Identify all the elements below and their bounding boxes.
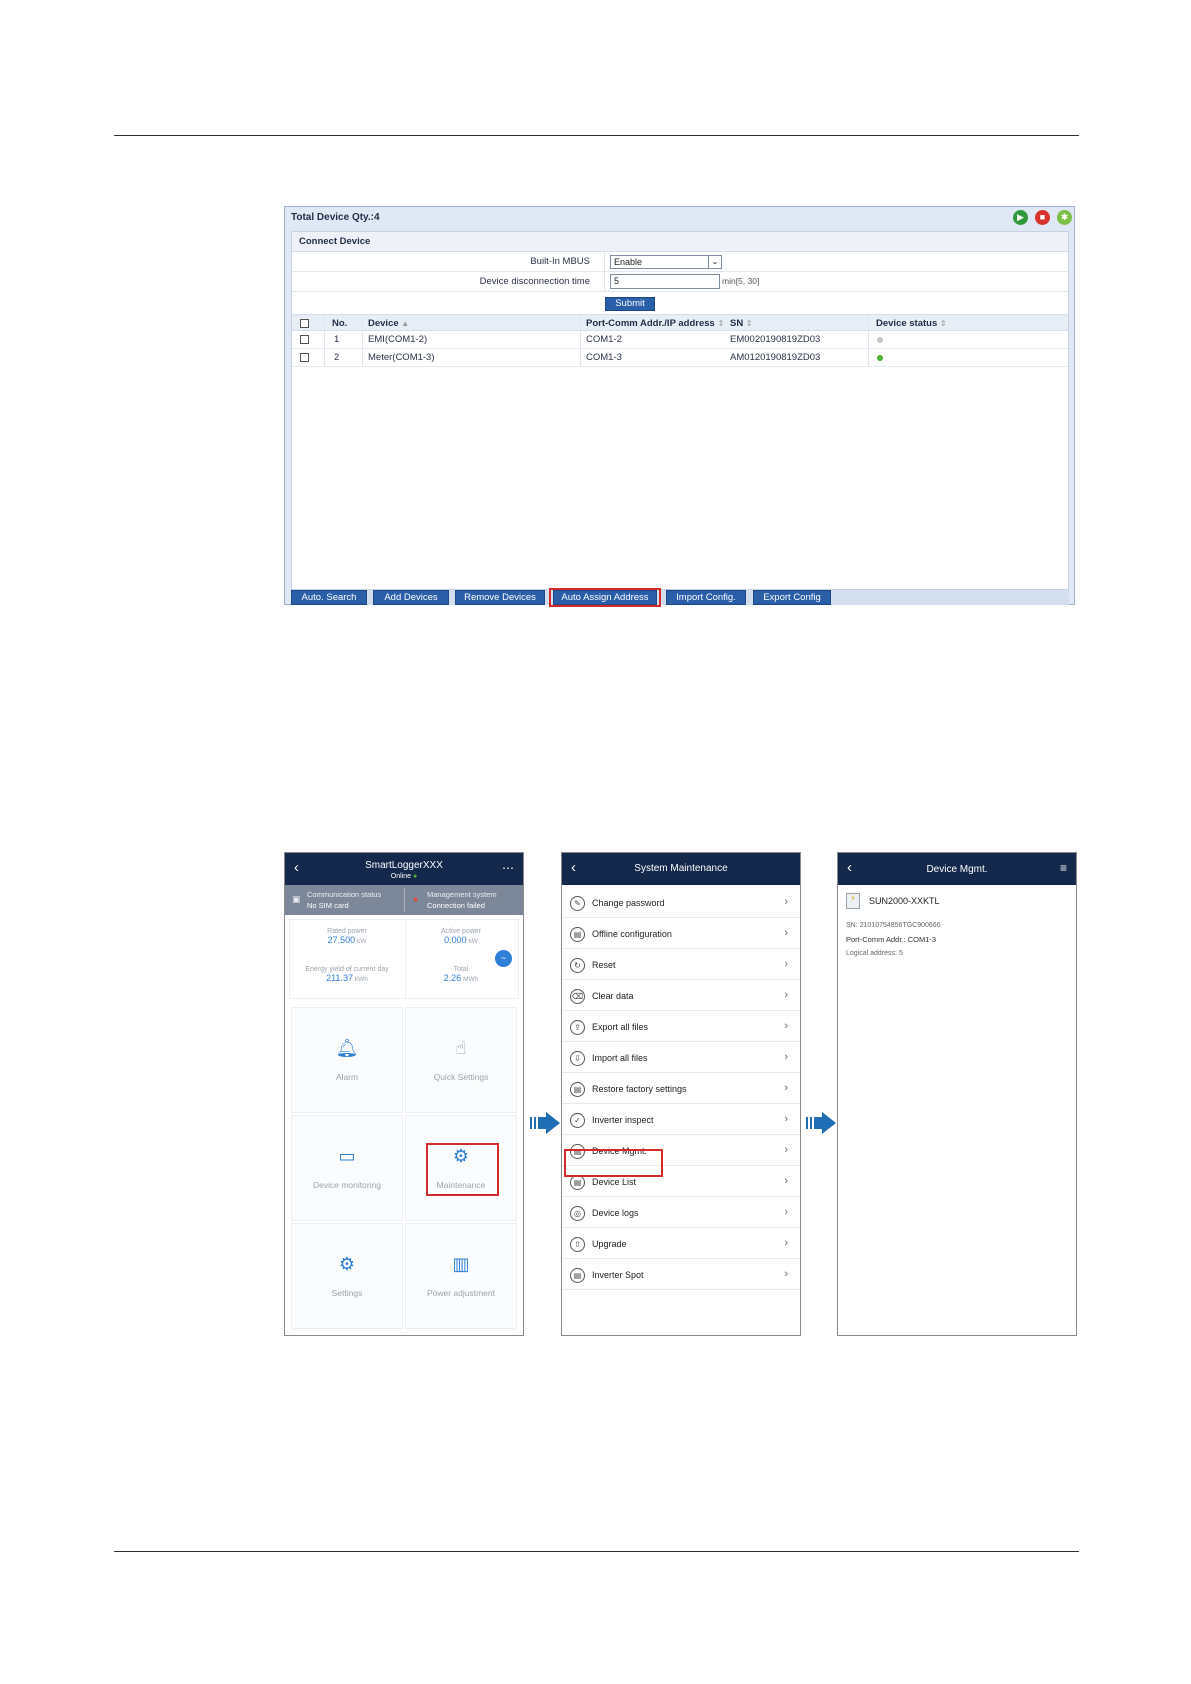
device-icon: ▤ xyxy=(570,1144,585,1159)
bell-icon: 🔔︎ xyxy=(335,1038,359,1058)
device-card[interactable] xyxy=(838,893,1076,973)
highlight-box xyxy=(549,588,661,607)
auto-search-button[interactable]: Auto. Search xyxy=(291,590,367,605)
sliders-icon: ▥ xyxy=(452,1254,470,1274)
active-power-value: 0.000 xyxy=(444,935,467,945)
tile-maintenance-label: Maintenance xyxy=(436,1180,486,1190)
export-icon: ⇪ xyxy=(570,1020,585,1035)
tile-alarm-label: Alarm xyxy=(335,1072,359,1082)
comm-status xyxy=(307,889,381,911)
start-icon[interactable]: ▶ xyxy=(1013,210,1028,225)
tile-settings[interactable] xyxy=(291,1223,403,1329)
menu-item-label: Change password xyxy=(592,898,665,908)
disconnect-label: Device disconnection time xyxy=(479,276,590,287)
total-value: 2.26 xyxy=(443,973,462,983)
energy-value: 211.37 xyxy=(326,973,353,983)
restore-icon: ▤ xyxy=(570,1082,585,1097)
highlight-box xyxy=(426,1143,499,1196)
menu-item[interactable] xyxy=(562,980,800,1011)
sn-value: 21010754856TGC900666 xyxy=(859,922,941,929)
col-status[interactable] xyxy=(876,318,947,329)
add-devices-button[interactable]: Add Devices xyxy=(373,590,449,605)
col-sn-label: SN xyxy=(730,318,744,329)
menu-item-label: Reset xyxy=(592,960,616,970)
system-maintenance-screen xyxy=(561,852,801,1336)
col-status-label: Device status xyxy=(876,318,938,329)
active-power-unit: kW xyxy=(468,938,478,945)
tile-quick-settings-label: Quick Settings xyxy=(433,1072,489,1082)
menu-item-label: Inverter inspect xyxy=(592,1115,654,1125)
tile-settings-label: Settings xyxy=(331,1288,363,1298)
remove-devices-button[interactable]: Remove Devices xyxy=(455,590,545,605)
mbus-label: Built-In MBUS xyxy=(530,256,590,267)
tile-power-adjustment-label: Power adjustment xyxy=(426,1288,496,1298)
row-sn: AM0120190819ZD03 xyxy=(730,352,821,363)
rated-power-label: Rated power xyxy=(327,928,367,935)
sort-icon: ⇕ xyxy=(939,319,947,328)
online-status xyxy=(285,873,523,880)
menu-item-label: Offline configuration xyxy=(592,929,672,939)
monitor-icon: ▭ xyxy=(338,1146,356,1166)
status-band xyxy=(285,885,523,915)
tile-quick-settings[interactable] xyxy=(405,1007,517,1113)
menu-item[interactable] xyxy=(562,1011,800,1042)
arrow-right-icon xyxy=(530,1112,560,1134)
alert-icon: ● xyxy=(413,894,419,904)
rated-power-unit: kW xyxy=(357,938,367,945)
menu-item[interactable] xyxy=(562,1104,800,1135)
port-value: COM1-3 xyxy=(907,935,937,944)
disconnect-time-input[interactable]: 5 xyxy=(610,274,720,289)
header-rule xyxy=(114,135,1079,136)
menu-item-label: Upgrade xyxy=(592,1239,627,1249)
row-no: 1 xyxy=(334,334,340,345)
chevron-right-icon: › xyxy=(784,1082,788,1094)
divider xyxy=(404,888,405,912)
auto-assign-address-button[interactable]: Auto Assign Address xyxy=(553,590,657,605)
list-icon: ▤ xyxy=(570,1175,585,1190)
import-config-button[interactable]: Import Config. xyxy=(666,590,746,605)
footer-rule xyxy=(114,1551,1079,1552)
menu-item[interactable] xyxy=(562,1073,800,1104)
rated-power-value: 27.500 xyxy=(327,935,356,945)
hand-pointer-icon: ☝︎ xyxy=(455,1038,467,1058)
app-header xyxy=(285,853,523,885)
row-device: EMI(COM1-2) xyxy=(368,334,428,345)
total-label: Total xyxy=(453,966,469,973)
tile-device-monitoring[interactable] xyxy=(291,1115,403,1221)
menu-item[interactable] xyxy=(562,949,800,980)
divider xyxy=(604,252,605,272)
chevron-right-icon: › xyxy=(784,1268,788,1280)
chevron-right-icon: › xyxy=(784,1206,788,1218)
kpi-panel xyxy=(289,919,519,999)
device-details xyxy=(846,919,941,961)
row-checkbox[interactable] xyxy=(300,335,309,344)
menu-item[interactable] xyxy=(562,1228,800,1259)
comm-status-label: Communication status xyxy=(307,890,382,899)
col-port[interactable] xyxy=(586,318,724,329)
upgrade-icon: ⇧ xyxy=(570,1237,585,1252)
menu-item-label: Import all files xyxy=(592,1053,648,1063)
panel-body xyxy=(291,231,1069,590)
chevron-right-icon: › xyxy=(784,958,788,970)
back-arrow-icon[interactable]: ‹ xyxy=(847,859,852,876)
sim-icon: ▣ xyxy=(292,894,301,904)
reset-icon: ↻ xyxy=(570,958,585,973)
row-device: Meter(COM1-3) xyxy=(368,352,435,363)
disconnect-hint: min[5, 30] xyxy=(722,276,760,286)
active-power-label: Active power xyxy=(440,928,482,935)
chevron-right-icon: › xyxy=(784,1020,788,1032)
menu-item-label: Device Mgmt. xyxy=(592,1146,648,1156)
row-port: COM1-2 xyxy=(586,334,622,345)
settings-icon[interactable]: ✱ xyxy=(1057,210,1072,225)
log-icon: ◎ xyxy=(570,1206,585,1221)
highlight-box xyxy=(564,1149,663,1177)
menu-item-label: Inverter Spot xyxy=(592,1270,644,1280)
menu-item[interactable] xyxy=(562,1259,800,1290)
bottom-toolbar xyxy=(291,590,1069,605)
menu-icon[interactable]: ≡ xyxy=(1059,861,1067,875)
total-yield xyxy=(406,966,516,983)
maintenance-title: System Maintenance xyxy=(634,863,728,874)
row-sn: EM0020190819ZD03 xyxy=(730,334,821,345)
menu-item-label: Device List xyxy=(592,1177,637,1187)
sort-asc-icon: ▲ xyxy=(401,319,410,328)
energy-yield xyxy=(292,966,402,983)
comm-status-value: No SIM card xyxy=(307,901,349,910)
online-label: Online xyxy=(390,873,412,880)
mgmt-label: Management system xyxy=(427,890,497,899)
chart-icon[interactable]: ~ xyxy=(495,950,512,967)
mgmt-status xyxy=(427,889,497,911)
mbus-select-value: Enable xyxy=(614,257,643,267)
row-no: 2 xyxy=(334,352,340,363)
app-title: SmartLoggerXXX xyxy=(365,860,443,871)
menu-item[interactable] xyxy=(562,1042,800,1073)
spot-icon: ▤ xyxy=(570,1268,585,1283)
device-mgmt-title: Device Mgmt. xyxy=(926,864,988,875)
status-dot xyxy=(877,337,883,343)
online-dot-icon: ● xyxy=(412,873,418,880)
tile-device-monitoring-label: Device monitoring xyxy=(312,1180,382,1190)
chevron-right-icon: › xyxy=(784,1237,788,1249)
row-port: COM1-3 xyxy=(586,352,622,363)
document-icon: ▤ xyxy=(570,927,585,942)
stop-icon[interactable]: ■ xyxy=(1035,210,1050,225)
status-dot xyxy=(877,355,883,361)
chevron-right-icon: › xyxy=(784,1051,788,1063)
import-icon: ⇩ xyxy=(570,1051,585,1066)
device-mgmt-screen xyxy=(837,852,1077,1336)
sn-label: SN: xyxy=(846,922,858,929)
table-header xyxy=(292,314,1068,331)
total-device-qty: Total Device Qty.:4 xyxy=(291,212,380,223)
more-icon[interactable]: ⋯ xyxy=(502,861,514,875)
chevron-right-icon: › xyxy=(784,1113,788,1125)
section-title: Connect Device xyxy=(292,232,1068,252)
tile-alarm[interactable] xyxy=(291,1007,403,1113)
menu-item-label: Clear data xyxy=(592,991,634,1001)
inverter-icon: ⚡ xyxy=(846,893,860,909)
col-sn[interactable] xyxy=(730,318,753,329)
device-connect-panel xyxy=(284,206,1075,605)
device-mgmt-header xyxy=(838,853,1076,885)
logical-value: 5 xyxy=(898,950,903,957)
port-label: Port-Comm Addr.: xyxy=(846,935,906,944)
app-home-screen xyxy=(284,852,524,1336)
table-row[interactable] xyxy=(292,349,1068,367)
export-config-button[interactable]: Export Config xyxy=(753,590,831,605)
menu-item[interactable] xyxy=(562,1197,800,1228)
inspect-icon: ✓ xyxy=(570,1113,585,1128)
chevron-down-icon: ⌄ xyxy=(708,256,721,268)
back-arrow-icon[interactable]: ‹ xyxy=(294,859,299,876)
total-unit: MWh xyxy=(463,976,479,983)
mgmt-value: Connection failed xyxy=(427,901,485,910)
menu-item-label: Restore factory settings xyxy=(592,1084,687,1094)
wrench-icon: ⚙︎ xyxy=(452,1146,470,1166)
rated-power xyxy=(292,928,402,945)
submit-button[interactable]: Submit xyxy=(605,297,655,311)
col-port-label: Port-Comm Addr./IP address xyxy=(586,318,715,329)
select-all-checkbox[interactable] xyxy=(300,319,309,328)
menu-item[interactable] xyxy=(562,918,800,949)
back-arrow-icon[interactable]: ‹ xyxy=(571,859,576,876)
arrow-right-icon xyxy=(806,1112,836,1134)
menu-item-label: Device logs xyxy=(592,1208,639,1218)
sort-icon: ⇕ xyxy=(717,319,725,328)
tile-power-adjustment[interactable] xyxy=(405,1223,517,1329)
col-no: No. xyxy=(332,318,348,329)
col-device[interactable] xyxy=(368,318,409,329)
menu-item-label: Export all files xyxy=(592,1022,649,1032)
energy-label: Energy yield of current day xyxy=(305,966,389,973)
maintenance-header xyxy=(562,853,800,885)
menu-item[interactable] xyxy=(562,887,800,918)
mbus-select[interactable] xyxy=(610,255,722,269)
chevron-right-icon: › xyxy=(784,896,788,908)
col-device-label: Device xyxy=(368,318,399,329)
disconnect-row xyxy=(292,272,1068,292)
gear-icon: ⚙︎ xyxy=(338,1254,356,1274)
energy-unit: kWh xyxy=(354,976,368,983)
key-icon: ✎ xyxy=(570,896,585,911)
row-checkbox[interactable] xyxy=(300,353,309,362)
sort-icon: ⇕ xyxy=(745,319,753,328)
clear-icon: ⌫ xyxy=(570,989,585,1004)
table-row[interactable] xyxy=(292,331,1068,349)
chevron-right-icon: › xyxy=(784,927,788,939)
active-power xyxy=(406,928,516,945)
divider xyxy=(604,272,605,292)
chevron-right-icon: › xyxy=(784,989,788,1001)
mbus-row xyxy=(292,252,1068,272)
chevron-right-icon: › xyxy=(784,1175,788,1187)
device-name: SUN2000-XXKTL xyxy=(869,896,940,906)
logical-label: Logical address: xyxy=(846,950,897,957)
chevron-right-icon: › xyxy=(784,1144,788,1156)
